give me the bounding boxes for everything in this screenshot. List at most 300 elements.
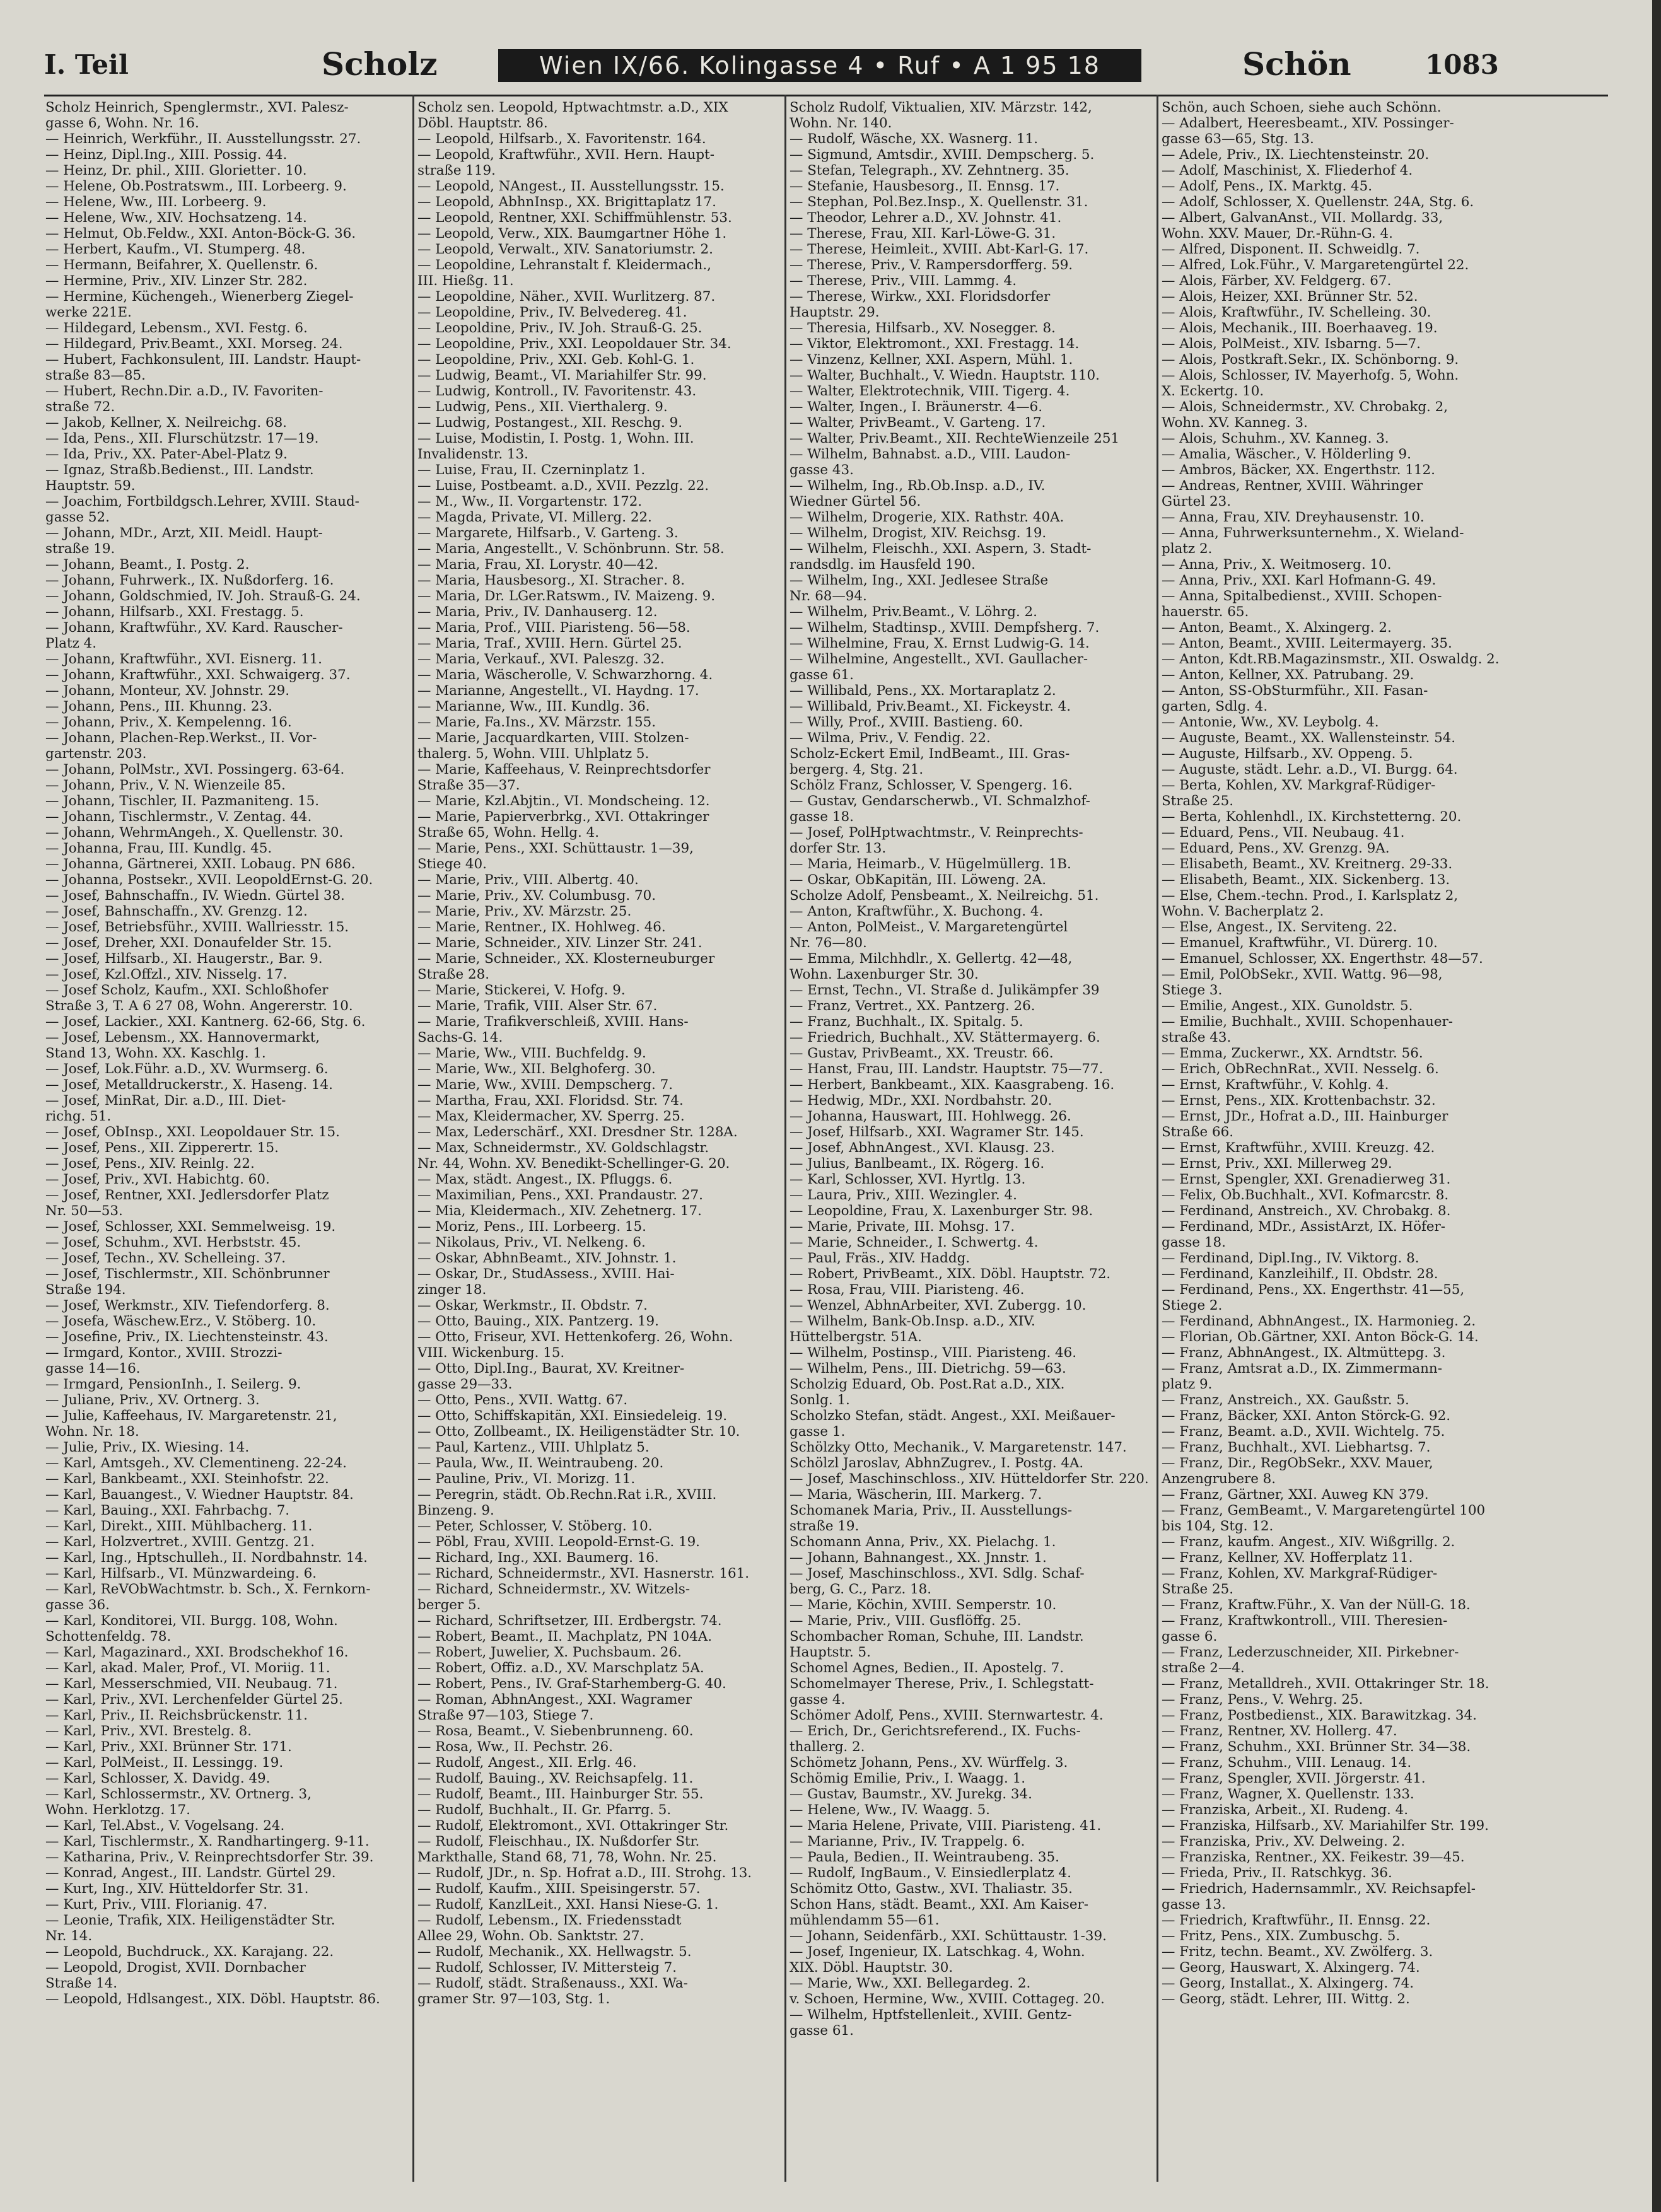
directory-entry-line: — Johann, Fuhrwerk., IX. Nußdorferg. 16.: [45, 573, 334, 588]
directory-entry-line: — Alois, Färber, XV. Feldgerg. 67.: [1162, 273, 1392, 289]
directory-entry-line: — Theodor, Lehrer a.D., XV. Johnstr. 41.: [790, 210, 1062, 226]
directory-entry-line: — Emanuel, Schlosser, XX. Engerthstr. 48—57.: [1162, 951, 1483, 967]
directory-entry-line: Schölzl Jaroslav, AbhnZugrev., I. Postg. 4A.: [790, 1455, 1084, 1471]
directory-entry-line: — Ferdinand, AbhnAngest., IX. Harmonieg. 2.: [1162, 1313, 1476, 1329]
directory-entry-line: — Wilhelm, Postinsp., VIII. Piaristeng. 46.: [790, 1345, 1077, 1361]
directory-entry-line: straße 19.: [45, 541, 115, 557]
directory-entry-line: berg, G. C., Parz. 18.: [790, 1581, 932, 1597]
directory-entry-line: — Johanna, Gärtnerei, XXII. Lobaug. PN 686.: [45, 856, 356, 872]
directory-entry-line: — Karl, Messerschmied, VII. Neubaug. 71.: [45, 1676, 338, 1692]
directory-entry-line: — Marie, Priv., VIII. Gusflöffg. 25.: [790, 1613, 1022, 1629]
directory-entry-line: — Josef, Schuhm., XVI. Herbststr. 45.: [45, 1235, 301, 1250]
directory-entry-line: platz 2.: [1162, 541, 1213, 557]
directory-entry-line: — Max, Kleidermacher, XV. Sperrg. 25.: [417, 1109, 685, 1124]
directory-entry-line: gasse 36.: [45, 1597, 110, 1613]
directory-entry-line: — Alois, Schuhm., XV. Kanneg. 3.: [1162, 431, 1389, 446]
directory-entry-line: — Hanst, Frau, III. Landstr. Hauptstr. 75—77.: [790, 1061, 1104, 1077]
directory-entry-line: — Herbert, Bankbeamt., XIX. Kaasgrabeng. 16.: [790, 1077, 1115, 1093]
directory-entry-line: — Marie, Schneider., I. Schwertg. 4.: [790, 1235, 1039, 1250]
directory-entry-line: X. Eckertg. 10.: [1162, 383, 1264, 399]
directory-entry-line: Wohn. Nr. 18.: [45, 1424, 139, 1440]
directory-entry-line: — Marie, Ww., VIII. Buchfeldg. 9.: [417, 1045, 646, 1061]
part-label: I. Teil: [44, 49, 129, 80]
directory-entry-line: — Auguste, städt. Lehr. a.D., VI. Burgg. 64.: [1162, 762, 1458, 777]
directory-entry-line: — Wilhelmine, Angestellt., XVI. Gaullacher-: [790, 651, 1088, 667]
directory-entry-line: — Therese, Priv., VIII. Lammg. 4.: [790, 273, 1017, 289]
directory-entry-line: gasse 1.: [790, 1424, 846, 1440]
directory-entry-line: — Josef, Bahnschaffn., XV. Grenzg. 12.: [45, 904, 308, 919]
directory-entry-line: — Leopold, NAngest., II. Ausstellungsstr. 15.: [417, 178, 725, 194]
directory-entry-line: — Viktor, Elektromont., XXI. Frestagg. 14.: [790, 336, 1080, 352]
directory-entry-line: — Rudolf, Elektromont., XVI. Ottakringer Str.: [417, 1818, 729, 1834]
directory-entry-line: Schölzky Otto, Mechanik., V. Margaretenstr. 147.: [790, 1440, 1127, 1455]
directory-entry-line: — Josef, Priv., XVI. Habichtg. 60.: [45, 1172, 270, 1187]
directory-entry-line: — Walter, Ingen., I. Bräunerstr. 4—6.: [790, 399, 1043, 415]
directory-entry-line: — Oskar, ObKapitän, III. Löweng. 2A.: [790, 872, 1047, 888]
directory-entry-line: — Maria, Hausbesorg., XI. Strachег. 8.: [417, 573, 685, 588]
directory-entry-line: — Franziska, Priv., XV. Delweing. 2.: [1162, 1834, 1406, 1849]
directory-entry-line: — Josef, Pens., XIV. Reinlg. 22.: [45, 1156, 255, 1172]
directory-entry-line: — Therese, Heimleit., XVIII. Abt-Karl-G. 17.: [790, 242, 1089, 257]
directory-entry-line: Straße 66.: [1162, 1124, 1233, 1140]
directory-entry-line: — Marie, Private, III. Mohsg. 17.: [790, 1219, 1015, 1235]
directory-entry-line: — Wenzel, AbhnArbeiter, XVI. Zubergg. 10.: [790, 1298, 1087, 1313]
directory-entry-line: — Franz, Buchhalt., IX. Spitalg. 5.: [790, 1014, 1023, 1030]
directory-entry-line: — Marianne, Priv., IV. Trappelg. 6.: [790, 1834, 1025, 1849]
directory-entry-line: — Karl, Tel.Abst., V. Vogelsang. 24.: [45, 1818, 285, 1834]
directory-entry-line: — Karl, ReVObWachtmstr. b. Sch., X. Fernkorn-: [45, 1581, 371, 1597]
directory-entry-line: — Ambros, Bäcker, XX. Engerthstr. 112.: [1162, 462, 1435, 478]
directory-entry-line: gasse 6.: [1162, 1629, 1218, 1644]
directory-entry-line: — Emilie, Buchhalt., XVIII. Schopenhauer-: [1162, 1014, 1453, 1030]
directory-entry-line: — Helene, Ww., III. Lorbeerg. 9.: [45, 194, 267, 210]
directory-entry-line: straße 119.: [417, 163, 496, 178]
directory-entry-line: — Leopold, Drogist, XVII. Dornbacher: [45, 1960, 306, 1976]
directory-entry-line: Hauptstr. 5.: [790, 1644, 871, 1660]
directory-entry-line: Schombacher Roman, Schuhe, III. Landstr.: [790, 1629, 1084, 1644]
directory-entry-line: hauerstr. 65.: [1162, 604, 1249, 620]
directory-entry-line: — Walter, PrivBeamt., V. Garteng. 17.: [790, 415, 1046, 431]
directory-entry-line: — Elisabeth, Beamt., XV. Kreitnerg. 29-33.: [1162, 856, 1453, 872]
directory-entry-line: — Josef, Lok.Führ. a.D., XV. Wurmserg. 6.: [45, 1061, 329, 1077]
directory-entry-line: Hüttelbergstr. 51A.: [790, 1329, 922, 1345]
directory-entry-line: gartenstr. 203.: [45, 746, 147, 762]
directory-entry-line: — Josef, AbhnAngest., XVI. Klausg. 23.: [790, 1140, 1055, 1156]
directory-entry-line: — Marie, Stickerei, V. Hofg. 9.: [417, 982, 626, 998]
directory-entry-line: — Otto, Bauing., XIX. Pantzerg. 19.: [417, 1313, 659, 1329]
directory-entry-line: — Marie, Papierverbrkg., XVI. Ottakringer: [417, 809, 709, 825]
directory-entry-line: — Stephan, Pol.Bez.Insp., X. Quellenstr. 31.: [790, 194, 1088, 210]
directory-entry-line: — Johann, PolMstr., XVI. Possingerg. 63-64.: [45, 762, 345, 777]
directory-entry-line: — Josef, Betriebsführ., XVIII. Wallriesstr. 15.: [45, 919, 349, 935]
directory-entry-line: — Johann, Hilfsarb., XXI. Frestagg. 5.: [45, 604, 304, 620]
directory-entry-line: — Otto, Dipl.Ing., Baurat, XV. Kreitner-: [417, 1361, 685, 1377]
directory-entry-line: gasse 14—16.: [45, 1361, 141, 1377]
directory-entry-line: Nr. 76—80.: [790, 935, 867, 951]
directory-entry-line: — M., Ww., II. Vorgartenstr. 172.: [417, 494, 643, 509]
directory-entry-line: Schömer Adolf, Pens., XVIII. Sternwartestr. 4.: [790, 1708, 1104, 1723]
directory-entry-line: gasse 29—33.: [417, 1377, 513, 1392]
directory-entry-line: — Leopoldine, Priv., IV. Belvedereg. 41.: [417, 305, 687, 320]
directory-entry-line: — Julius, Banlbeamt., IX. Rögerg. 16.: [790, 1156, 1045, 1172]
directory-entry-line: — Karl, Priv., XVI. Brestelg. 8.: [45, 1723, 252, 1739]
directory-entry-line: — Anton, Kellner, XX. Patrubang. 29.: [1162, 667, 1414, 683]
running-head-right: Schön: [1242, 45, 1351, 83]
directory-entry-line: — Alois, Postkraft.Sekr., IX. Schönborng. 9.: [1162, 352, 1459, 368]
directory-entry-line: — Eduard, Pens., XV. Grenzg. 9A.: [1162, 841, 1390, 856]
directory-entry-line: — Stefan, Telegraph., XV. Zehntnerg. 35.: [790, 163, 1069, 178]
directory-entry-line: — Leopold, Buchdruck., XX. Karajang. 22.: [45, 1944, 334, 1960]
directory-entry-line: — Ignaz, Straßb.Bedienst., III. Landstr.: [45, 462, 314, 478]
directory-entry-line: — Rudolf, IngBaum., V. Einsiedlerplatz 4.: [790, 1865, 1071, 1881]
directory-entry-line: Invalidenstr. 13.: [417, 446, 528, 462]
directory-entry-line: — Marie, Kzl.Abjtin., VI. Mondscheing. 12.: [417, 793, 710, 809]
column-divider: [784, 95, 786, 2182]
directory-entry-line: Straße 194.: [45, 1282, 126, 1298]
directory-entry-line: — Rudolf, Buchhalt., II. Gr. Pfarrg. 5.: [417, 1802, 672, 1818]
directory-entry-line: Stand 13, Wohn. XX. Kaschlg. 1.: [45, 1045, 266, 1061]
directory-entry-line: straße 2—4.: [1162, 1660, 1245, 1676]
directory-entry-line: — Johann, Monteur, XV. Johnstr. 29.: [45, 683, 289, 699]
directory-entry-line: gasse 61.: [790, 667, 854, 683]
directory-entry-line: — Wilhelm, Bahnabst. a.D., VIII. Laudon-: [790, 446, 1071, 462]
directory-entry-line: — Rudolf, Schlosser, IV. Mittersteig 7.: [417, 1960, 677, 1976]
directory-entry-line: — Johanna, Hauswart, III. Hohlwegg. 26.: [790, 1109, 1071, 1124]
directory-entry-line: — Katharina, Priv., V. Reinprechtsdorfer Str. 39.: [45, 1849, 374, 1865]
directory-entry-line: — Josef, Metalldruckerstr., X. Haseng. 14.: [45, 1077, 333, 1093]
directory-entry-line: Schomann Anna, Priv., XX. Pielachg. 1.: [790, 1534, 1056, 1550]
directory-entry-line: — Karl, Bauing., XXI. Fahrbachg. 7.: [45, 1503, 290, 1518]
directory-entry-line: — Julie, Kaffeehaus, IV. Margaretenstr. 21,: [45, 1408, 337, 1424]
directory-entry-line: Anzengrubere 8.: [1162, 1471, 1276, 1487]
directory-entry-line: — Maria, Verkauf., XVI. Paleszg. 32.: [417, 651, 665, 667]
directory-entry-line: gasse 4.: [790, 1692, 846, 1708]
directory-entry-line: — Wilhelm, Bank-Ob.Insp. a.D., XIV.: [790, 1313, 1035, 1329]
directory-entry-line: — Rosa, Beamt., V. Siebenbrunneng. 60.: [417, 1723, 694, 1739]
directory-entry-line: — Walter, Priv.Beamt., XII. RechteWienzeile 251: [790, 431, 1120, 446]
directory-entry-line: — Anton, Beamt., XVIII. Leitermayerg. 35.: [1162, 636, 1452, 651]
directory-entry-line: — Franz, Kraftw.Führ., X. Van der Nüll-G. 18.: [1162, 1597, 1471, 1613]
directory-entry-line: — Leopold, Verwalt., XIV. Sanatoriumstr. 2.: [417, 242, 713, 257]
directory-entry-line: — Albert, GalvanAnst., VII. Mollardg. 33,: [1162, 210, 1443, 226]
directory-entry-line: Döbl. Hauptstr. 86.: [417, 115, 548, 131]
directory-entry-line: — Hildegard, Priv.Beamt., XXI. Morseg. 24.: [45, 336, 343, 352]
directory-entry-line: — Marie, Schneider., XIV. Linzer Str. 241.: [417, 935, 702, 951]
directory-entry-line: — Ernst, Spengler, XXI. Grenadierweg 31.: [1162, 1172, 1451, 1187]
directory-entry-line: — Franz, Wagner, X. Quellenstr. 133.: [1162, 1786, 1414, 1802]
directory-entry-line: — Luise, Modistin, I. Postg. 1, Wohn. III.: [417, 431, 694, 446]
directory-entry-line: — Helene, Ob.Postratswm., III. Lorbeerg. 9.: [45, 178, 347, 194]
directory-entry-line: — Pauline, Priv., VI. Morizg. 11.: [417, 1471, 636, 1487]
directory-entry-line: — Kurt, Ing., XIV. Hütteldorfer Str. 31.: [45, 1881, 309, 1897]
directory-entry-line: — Martha, Frau, XXI. Floridsd. Str. 74.: [417, 1093, 684, 1109]
directory-entry-line: — Herbert, Kaufm., VI. Stumperg. 48.: [45, 242, 306, 257]
directory-entry-line: — Rudolf, Wäsche, XX. Wasnerg. 11.: [790, 131, 1038, 147]
directory-entry-line: — Karl, Direkt., XIII. Mühlbacherg. 11.: [45, 1518, 313, 1534]
directory-entry-line: — Alois, Schlosser, IV. Mayerhofg. 5, Wohn.: [1162, 368, 1459, 383]
publisher-banner: Wien IX/66. Kolingasse 4 • Ruf • A 1 95 18: [498, 49, 1141, 82]
directory-entry-line: — Georg, Installat., X. Alxingerg. 74.: [1162, 1976, 1414, 1991]
directory-entry-line: Straße 3, T. A 6 27 08, Wohn. Angererstr. 10.: [45, 998, 353, 1014]
column-4: [1162, 100, 1525, 2180]
directory-entry-line: — Sigmund, Amtsdir., XVIII. Dempscherg. 5.: [790, 147, 1095, 163]
directory-entry-line: — Franz, GemBeamt., V. Margaretengürtel 100: [1162, 1503, 1486, 1518]
directory-entry-line: — Johann, Tischlermstr., V. Zentag. 44.: [45, 809, 312, 825]
directory-entry-line: — Wilhelm, Drogist, XIV. Reichsg. 19.: [790, 525, 1047, 541]
directory-entry-line: Allee 29, Wohn. Ob. Sanktstr. 27.: [417, 1928, 644, 1944]
directory-entry-line: — Franziska, Arbeit., XI. Rudeng. 4.: [1162, 1802, 1409, 1818]
directory-entry-line: Schottenfeldg. 78.: [45, 1629, 172, 1644]
directory-entry-line: — Johann, MDr., Arzt, XII. Meidl. Haupt-: [45, 525, 323, 541]
directory-entry-line: — Wilhelm, Priv.Beamt., V. Löhrg. 2.: [790, 604, 1037, 620]
directory-entry-line: — Josef, Tischlermstr., XII. Schönbrunner: [45, 1266, 330, 1282]
directory-entry-line: — Gustav, PrivBeamt., XX. Treustr. 66.: [790, 1045, 1054, 1061]
directory-entry-line: Nr. 14.: [45, 1928, 93, 1944]
directory-entry-line: — Paula, Bedien., II. Weintraubeng. 35.: [790, 1849, 1059, 1865]
directory-entry-line: Schömig Emilie, Priv., I. Waagg. 1.: [790, 1771, 1026, 1786]
directory-entry-line: Hauptstr. 29.: [790, 305, 880, 320]
directory-entry-line: — Anna, Frau, XIV. Dreyhausenstr. 10.: [1162, 509, 1425, 525]
directory-entry-line: gasse 61.: [790, 2023, 854, 2039]
directory-entry-line: — Paula, Ww., II. Weintraubeng. 20.: [417, 1455, 664, 1471]
directory-entry-line: — Franz, Kraftwkontroll., VIII. Theresien-: [1162, 1613, 1448, 1629]
directory-entry-line: — Ida, Pens., XII. Flurschützstr. 17—19.: [45, 431, 319, 446]
directory-entry-line: — Florian, Ob.Gärtner, XXI. Anton Böck-G. 14.: [1162, 1329, 1479, 1345]
directory-entry-line: v. Schoen, Hermine, Ww., XVIII. Cottageg. 20.: [790, 1991, 1105, 2007]
directory-entry-line: — Auguste, Hilfsarb., XV. Oppeng. 5.: [1162, 746, 1413, 762]
directory-entry-line: — Ludwig, Beamt., VI. Mariahilfer Str. 99.: [417, 368, 707, 383]
directory-entry-line: — Heinrich, Werkführ., II. Ausstellungsstr. 27.: [45, 131, 361, 147]
directory-entry-line: Schon Hans, städt. Beamt., XXI. Am Kaiser-: [790, 1897, 1088, 1912]
directory-entry-line: — Richard, Ing., XXI. Baumerg. 16.: [417, 1550, 659, 1566]
directory-entry-line: — Joachim, Fortbildgsch.Lehrer, XVIII. Staud-: [45, 494, 359, 509]
directory-entry-line: — Ludwig, Pens., XII. Vierthalerg. 9.: [417, 399, 668, 415]
directory-entry-line: — Marie, Priv., VIII. Albertg. 40.: [417, 872, 639, 888]
directory-entry-line: Schölz Franz, Schlosser, V. Spengerg. 16.: [790, 777, 1073, 793]
directory-entry-line: — Anna, Spitalbedienst., XVIII. Schopen-: [1162, 588, 1442, 604]
directory-entry-line: — Josef, Lebensm., XX. Hannovermarkt,: [45, 1030, 320, 1045]
directory-entry-line: Wohn. V. Bacherplatz 2.: [1162, 904, 1324, 919]
directory-entry-line: — Friedrich, Hadernsammlr., XV. Reichsapfel-: [1162, 1881, 1476, 1897]
directory-entry-line: — Marie, Fa.Ins., XV. Märzstr. 155.: [417, 714, 656, 730]
directory-entry-line: — Robert, Juwelier, X. Puchsbaum. 26.: [417, 1644, 682, 1660]
directory-entry-line: — Ernst, Kraftwführ., V. Kohlg. 4.: [1162, 1077, 1389, 1093]
directory-entry-line: — Stefanie, Hausbesorg., II. Ennsg. 17.: [790, 178, 1060, 194]
directory-entry-line: — Therese, Wirkw., XXI. Floridsdorfer: [790, 289, 1051, 305]
directory-entry-line: — Walter, Buchhalt., V. Wiedn. Hauptstr. 110.: [790, 368, 1100, 383]
directory-entry-line: randsdlg. im Hausfeld 190.: [790, 557, 976, 573]
directory-entry-line: — Franz, Amtsrat a.D., IX. Zimmermann-: [1162, 1361, 1442, 1377]
directory-entry-line: — Georg, Hauswart, X. Alxingerg. 74.: [1162, 1960, 1420, 1976]
directory-entry-line: Nr. 50—53.: [45, 1203, 123, 1219]
directory-entry-line: — Vinzenz, Kellner, XXI. Aspern, Mühl. 1.: [790, 352, 1073, 368]
directory-entry-line: — Alois, Mechanik., III. Boerhaaveg. 19.: [1162, 320, 1438, 336]
directory-entry-line: — Franz, Pens., V. Wehrg. 25.: [1162, 1692, 1363, 1708]
directory-entry-line: — Marie, Köchin, XVIII. Semperstr. 10.: [790, 1597, 1057, 1613]
directory-entry-line: Wohn. Herklotzg. 17.: [45, 1802, 190, 1818]
directory-entry-line: — Rudolf, JDr., n. Sp. Hofrat a.D., III. Strohg. 13.: [417, 1865, 752, 1881]
directory-entry-line: — Robert, Beamt., II. Machplatz, PN 104A.: [417, 1629, 713, 1644]
directory-entry-line: Stiege 2.: [1162, 1298, 1223, 1313]
directory-entry-line: — Alois, Schneidermstr., XV. Chrobakg. 2,: [1162, 399, 1448, 415]
directory-entry-line: — Maria, Priv., IV. Danhauserg. 12.: [417, 604, 658, 620]
directory-entry-line: — Maria, Dr. LGer.Ratswm., IV. Maizeng. 9.: [417, 588, 716, 604]
directory-entry-line: — Wilhelm, Ing., Rb.Ob.Insp. a.D., IV.: [790, 478, 1046, 494]
directory-entry-line: — Kurt, Priv., VIII. Florianig. 47.: [45, 1897, 268, 1912]
directory-entry-line: — Else, Chem.-techn. Prod., I. Karlsplatz 2,: [1162, 888, 1459, 904]
directory-entry-line: — Karl, Magazinard., XXI. Brodschekhof 16.: [45, 1644, 349, 1660]
running-head-left: Scholz: [322, 45, 438, 83]
directory-entry-line: — Karl, Priv., II. Reichsbrückenstr. 11.: [45, 1708, 308, 1723]
directory-entry-line: — Julie, Priv., IX. Wiesing. 14.: [45, 1440, 250, 1455]
directory-entry-line: — Max, städt. Angest., IX. Pfluggs. 6.: [417, 1172, 673, 1187]
directory-entry-line: — Marie, Ww., XII. Belghoferg. 30.: [417, 1061, 656, 1077]
directory-entry-line: platz 9.: [1162, 1377, 1213, 1392]
directory-entry-line: — Maria, Prof., VIII. Piaristeng. 56—58.: [417, 620, 691, 636]
directory-entry-line: Nr. 68—94.: [790, 588, 867, 604]
directory-entry-line: — Franz, Kohlen, XV. Markgraf-Rüdiger-: [1162, 1566, 1438, 1581]
directory-entry-line: — Hedwig, MDr., XXI. Nordbahstr. 20.: [790, 1093, 1052, 1109]
directory-entry-line: — Richard, Schneidermstr., XVI. Hasnerstr. 161.: [417, 1566, 750, 1581]
directory-entry-line: — Karl, PolMeist., II. Lessingg. 19.: [45, 1755, 284, 1771]
directory-entry-line: Schömetz Johann, Pens., XV. Würffelg. 3.: [790, 1755, 1068, 1771]
directory-entry-line: — Luise, Frau, II. Czerninplatz 1.: [417, 462, 646, 478]
directory-entry-line: — Johann, Pens., III. Khunng. 23.: [45, 699, 272, 714]
directory-entry-line: — Anton, SS-ObSturmführ., XII. Fasan-: [1162, 683, 1428, 699]
directory-entry-line: — Erich, ObRechnRat., XVII. Nesselg. 6.: [1162, 1061, 1439, 1077]
directory-entry-line: Wohn. Nr. 140.: [790, 115, 892, 131]
header-rule: [44, 95, 1608, 96]
directory-entry-line: Stiege 3.: [1162, 982, 1223, 998]
directory-entry-line: garten, Sdlg. 4.: [1162, 699, 1268, 714]
directory-entry-line: Scholze Adolf, Pensbeamt., X. Neilreichg. 51.: [790, 888, 1099, 904]
directory-entry-line: — Franz, Metalldreh., XVII. Ottakringer Str. 18.: [1162, 1676, 1489, 1692]
directory-entry-line: — Franz, Postbedienst., XIX. Barawitzkag. 34.: [1162, 1708, 1477, 1723]
directory-entry-line: — Alois, Kraftwführ., IV. Schelleing. 30.: [1162, 305, 1431, 320]
directory-entry-line: — Berta, Kohlen, XV. Markgraf-Rüdiger-: [1162, 777, 1436, 793]
directory-entry-line: — Gustav, Gendarscherwb., VI. Schmalzhof-: [790, 793, 1090, 809]
directory-entry-line: — Adalbert, Heeresbeamt., XIV. Possinger-: [1162, 115, 1454, 131]
directory-entry-line: — Karl, Priv., XXI. Brünner Str. 171.: [45, 1739, 292, 1755]
directory-entry-line: — Josef Scholz, Kaufm., XXI. Schloßhofer: [45, 982, 329, 998]
directory-entry-line: — Rudolf, Bauing., XV. Reichsapfelg. 11.: [417, 1771, 694, 1786]
directory-entry-line: — Josef, Dreher, XXI. Donaufelder Str. 15.: [45, 935, 332, 951]
directory-entry-line: gasse 13.: [1162, 1897, 1226, 1912]
directory-entry-line: — Oskar, AbhnBeamt., XIV. Johnstr. 1.: [417, 1250, 677, 1266]
directory-entry-line: — Johann, Kraftwführ., XV. Kard. Rauscher-: [45, 620, 343, 636]
directory-entry-line: straße 83—85.: [45, 368, 146, 383]
directory-entry-line: — Laura, Priv., XIII. Wezingler. 4.: [790, 1187, 1017, 1203]
directory-entry-line: — Elisabeth, Beamt., XIX. Sickenberg. 13.: [1162, 872, 1450, 888]
directory-entry-line: — Wilma, Priv., V. Fendig. 22.: [790, 730, 991, 746]
directory-entry-line: Schömitz Otto, Gastw., XVI. Thaliastr. 35.: [790, 1881, 1073, 1897]
directory-entry-line: — Franz, Vertret., XX. Pantzerg. 26.: [790, 998, 1035, 1014]
directory-entry-line: — Rosa, Frau, VIII. Piaristeng. 46.: [790, 1282, 1025, 1298]
directory-entry-line: — Emma, Milchhdlr., X. Gellertg. 42—48,: [790, 951, 1073, 967]
directory-entry-line: — Hubert, Fachkonsulent, III. Landstr. Haupt-: [45, 352, 361, 368]
directory-entry-line: Schön, auch Schoen, siehe auch Schönn.: [1162, 100, 1442, 115]
directory-entry-line: Scholzko Stefan, städt. Angest., XXI. Meißauer-: [790, 1408, 1116, 1424]
directory-entry-line: — Rudolf, Beamt., III. Hainburger Str. 55.: [417, 1786, 704, 1802]
column-divider: [412, 95, 414, 2182]
directory-entry-line: — Konrad, Angest., III. Landstr. Gürtel 29.: [45, 1865, 336, 1881]
directory-entry-line: — Josef, PolHptwachtmstr., V. Reinprechts-: [790, 825, 1083, 841]
directory-entry-line: — Johann, Priv., V. N. Wienzeile 85.: [45, 777, 286, 793]
directory-entry-line: Wohn. Laxenburger Str. 30.: [790, 967, 979, 982]
directory-entry-line: — Irmgard, Kontor., XVIII. Strozzi-: [45, 1345, 283, 1361]
directory-entry-line: — Rudolf, Kaufm., XIII. Speisingerstr. 57.: [417, 1881, 701, 1897]
directory-entry-line: — Margarete, Hilfsarb., V. Garteng. 3.: [417, 525, 679, 541]
directory-entry-line: — Therese, Frau, XII. Karl-Löwe-G. 31.: [790, 226, 1056, 242]
directory-entry-line: — Oskar, Dr., StudAssess., XVIII. Hai-: [417, 1266, 675, 1282]
directory-entry-line: — Max, Lederschärf., XXI. Dresdner Str. 128A.: [417, 1124, 738, 1140]
directory-entry-line: — Friedrich, Kraftwführ., II. Ennsg. 22.: [1162, 1912, 1431, 1928]
directory-entry-line: — Josefa, Wäschew.Erz., V. Stöberg. 10.: [45, 1313, 317, 1329]
directory-entry-line: — Maria Helene, Private, VIII. Piaristeng. 41.: [790, 1818, 1102, 1834]
directory-entry-line: gasse 18.: [1162, 1235, 1226, 1250]
directory-entry-line: — Marie, Schneider., XX. Klosterneuburger: [417, 951, 715, 967]
directory-entry-line: — Ernst, Techn., VI. Straße d. Julikämpfer 39: [790, 982, 1100, 998]
directory-entry-line: — Leopoldine, Frau, X. Laxenburger Str. 98.: [790, 1203, 1093, 1219]
directory-entry-line: — Alfred, Lok.Führ., V. Margaretengürtel 22.: [1162, 257, 1469, 273]
directory-entry-line: thalerg. 5, Wohn. VIII. Uhlplatz 5.: [417, 746, 650, 762]
directory-entry-line: straße 19.: [790, 1518, 860, 1534]
directory-entry-line: — Theresia, Hilfsarb., XV. Nosegger. 8.: [790, 320, 1056, 336]
directory-entry-line: — Leopoldine, Priv., XXI. Geb. Kohl-G. 1.: [417, 352, 695, 368]
directory-entry-line: XIX. Döbl. Hauptstr. 30.: [790, 1960, 953, 1976]
directory-entry-line: — Johann, Seidenfärb., XXI. Schüttaustr. 1-39.: [790, 1928, 1107, 1944]
directory-entry-line: — Moriz, Pens., III. Lorbeerg. 15.: [417, 1219, 646, 1235]
directory-entry-line: — Magda, Private, VI. Millerg. 22.: [417, 509, 652, 525]
directory-entry-line: — Ferdinand, Pens., XX. Engerthstr. 41—55,: [1162, 1282, 1465, 1298]
directory-entry-line: — Josef, Maschinschloss., XIV. Hütteldorfer Str. 220.: [790, 1471, 1149, 1487]
directory-entry-line: — Adolf, Maschinist, X. Fliederhof 4.: [1162, 163, 1413, 178]
directory-entry-line: — Leopoldine, Priv., IV. Joh. Strauß-G. 25.: [417, 320, 702, 336]
directory-entry-line: — Josef, Werkmstr., XIV. Tiefendorferg. 8.: [45, 1298, 330, 1313]
directory-entry-line: Wohn. XV. Kanneg. 3.: [1162, 415, 1308, 431]
directory-entry-line: straße 72.: [45, 399, 115, 415]
directory-entry-line: — Wilhelm, Fleischh., XXI. Aspern, 3. Stadt-: [790, 541, 1092, 557]
directory-entry-line: — Antonie, Ww., XV. Leybolg. 4.: [1162, 714, 1379, 730]
directory-entry-line: Hauptstr. 59.: [45, 478, 136, 494]
directory-entry-line: — Franz, Lederzuschneider, XII. Pirkebner-: [1162, 1644, 1459, 1660]
directory-entry-line: — Marie, Trafik, VIII. Alser Str. 67.: [417, 998, 658, 1014]
directory-entry-line: — Hermann, Beifahrer, X. Quellenstr. 6.: [45, 257, 318, 273]
directory-entry-line: richg. 51.: [45, 1109, 112, 1124]
directory-entry-line: — Rudolf, städt. Straßenauss., XXI. Wa-: [417, 1976, 688, 1991]
directory-entry-line: Straße 35—37.: [417, 777, 520, 793]
directory-entry-line: — Ludwig, Postangest., XII. Reschg. 9.: [417, 415, 683, 431]
directory-entry-line: — Franz, AbhnAngest., IX. Altmüttерg. 3.: [1162, 1345, 1446, 1361]
directory-entry-line: Scholz Rudolf, Viktualien, XIV. Märzstr. 142,: [790, 100, 1092, 115]
directory-entry-line: Binzeng. 9.: [417, 1503, 494, 1518]
directory-entry-line: — Josef, MinRat, Dir. a.D., III. Diet-: [45, 1093, 286, 1109]
directory-entry-line: Scholz Heinrich, Spenglermstr., XVI. Palesz-: [45, 100, 349, 115]
directory-entry-line: — Hubert, Rechn.Dir. a.D., IV. Favoriten-: [45, 383, 323, 399]
directory-entry-line: — Marie, Kaffeehaus, V. Reinprechtsdorfer: [417, 762, 711, 777]
directory-entry-line: — Ernst, Pens., XIX. Krottenbachstr. 32.: [1162, 1093, 1436, 1109]
directory-entry-line: — Franziska, Hilfsarb., XV. Mariahilfer Str. 199.: [1162, 1818, 1489, 1834]
directory-entry-line: VIII. Wickenburg. 15.: [417, 1345, 565, 1361]
directory-entry-line: Markthalle, Stand 68, 71, 78, Wohn. Nr. 25.: [417, 1849, 717, 1865]
directory-entry-line: — Franz, Bäcker, XXI. Anton Störck-G. 92.: [1162, 1408, 1451, 1424]
directory-entry-line: — Rosa, Ww., II. Pechstr. 26.: [417, 1739, 614, 1755]
directory-entry-line: zinger 18.: [417, 1282, 487, 1298]
page-edge-shadow: [1652, 0, 1661, 2212]
directory-entry-line: — Josefine, Priv., IX. Liechtensteinstr. 43.: [45, 1329, 329, 1345]
directory-entry-line: — Fritz, Pens., XIX. Zumbuschg. 5.: [1162, 1928, 1401, 1944]
directory-entry-line: Nr. 44, Wohn. XV. Benedikt-Schellinger-G. 20.: [417, 1156, 730, 1172]
